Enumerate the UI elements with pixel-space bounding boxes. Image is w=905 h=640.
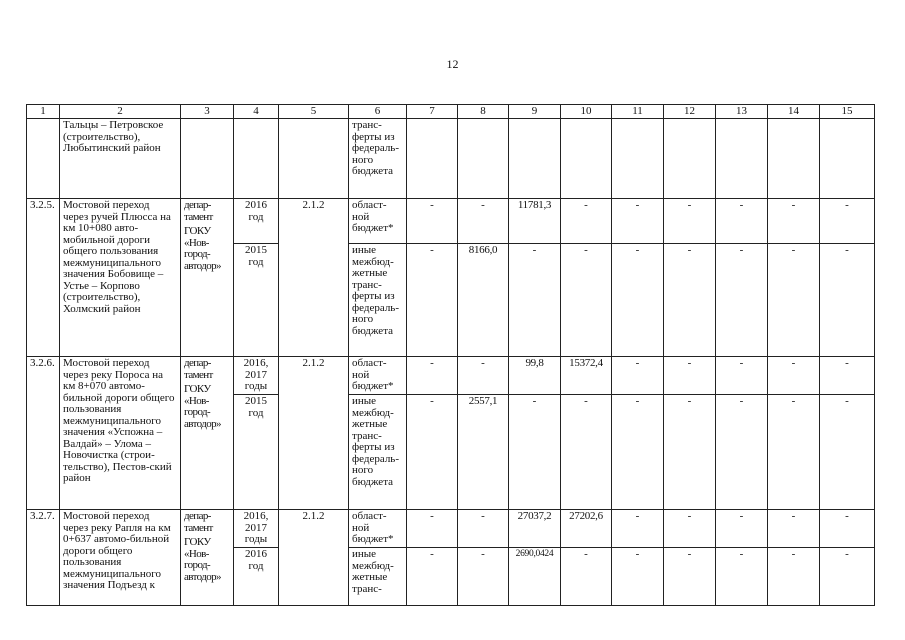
table-row xyxy=(27,510,875,548)
cell-value: - xyxy=(407,395,458,510)
cell-value: - xyxy=(716,395,768,510)
cell-num xyxy=(27,119,60,199)
cell-value: - xyxy=(407,244,458,357)
col-header: 6 xyxy=(349,105,407,119)
cell-value: - xyxy=(768,244,820,357)
cell-value: 99,8 xyxy=(509,357,561,395)
cell-value: - xyxy=(664,510,716,548)
cell-value: - xyxy=(458,199,509,244)
col-header: 15 xyxy=(820,105,875,119)
cell-value: 11781,3 xyxy=(509,199,561,244)
cell-value: - xyxy=(664,357,716,395)
cell-value: - xyxy=(768,548,820,606)
executor-department: депар-тамент xyxy=(184,510,213,534)
item-name: Мостовой переход через ручей Плюсса на км 10+080 авто-мобильной дороги общего пользования межмуниципального значения Бобовище – Устье – Корпово (строительство), Холмский район xyxy=(60,199,181,357)
cell-value: - xyxy=(407,510,458,548)
cell-source: транс-ферты из федераль-ного бюджета xyxy=(349,119,407,199)
cell-years: 2016, 2017 годы xyxy=(234,357,279,395)
cell-value: - xyxy=(612,199,664,244)
cell-value: 8166,0 xyxy=(458,244,509,357)
cell-value: - xyxy=(664,548,716,606)
item-executor xyxy=(181,199,234,357)
cell-executor xyxy=(181,119,234,199)
cell-value: - xyxy=(716,510,768,548)
col-header: 7 xyxy=(407,105,458,119)
col-header: 10 xyxy=(561,105,612,119)
executor-department: депар-тамент xyxy=(184,199,213,223)
cell-years: 2016 год xyxy=(234,548,279,606)
cell-value: 2690,0424 xyxy=(509,548,561,606)
item-number: 3.2.7. xyxy=(27,510,60,606)
continuation-row xyxy=(27,119,875,199)
cell-years: 2016 год xyxy=(234,199,279,244)
cell-years: 2016, 2017 годы xyxy=(234,510,279,548)
executor-department: депар-тамент xyxy=(184,357,213,381)
cell-value: 2557,1 xyxy=(458,395,509,510)
col-header: 9 xyxy=(509,105,561,119)
col-header: 11 xyxy=(612,105,664,119)
cell-source: област-ной бюджет* xyxy=(349,510,407,548)
cell-value: - xyxy=(664,244,716,357)
col-header: 12 xyxy=(664,105,716,119)
item-code: 2.1.2 xyxy=(279,199,349,357)
cell-value xyxy=(768,119,820,199)
cell-value xyxy=(820,119,875,199)
cell-value: - xyxy=(716,548,768,606)
executor-goku: ГОКУ «Нов-город-автодор» xyxy=(184,383,221,430)
cell-value: - xyxy=(458,357,509,395)
cell-value: - xyxy=(561,548,612,606)
cell-value: - xyxy=(561,395,612,510)
cell-value: - xyxy=(664,395,716,510)
cell-value xyxy=(664,119,716,199)
cell-source: област-ной бюджет* xyxy=(349,357,407,395)
program-table xyxy=(26,104,875,606)
cell-value: - xyxy=(768,395,820,510)
cell-value: - xyxy=(407,199,458,244)
col-header: 5 xyxy=(279,105,349,119)
cell-value: 27202,6 xyxy=(561,510,612,548)
cell-value: - xyxy=(768,199,820,244)
cell-value: - xyxy=(458,510,509,548)
col-header: 2 xyxy=(60,105,181,119)
cell-value: - xyxy=(458,548,509,606)
cell-value: - xyxy=(820,357,875,395)
cell-years: 2015 год xyxy=(234,244,279,357)
item-number: 3.2.5. xyxy=(27,199,60,357)
column-number-row xyxy=(27,105,875,119)
cell-value: - xyxy=(509,244,561,357)
cell-value: - xyxy=(716,199,768,244)
cell-value: 15372,4 xyxy=(561,357,612,395)
cell-value: - xyxy=(768,357,820,395)
cell-value: - xyxy=(612,244,664,357)
cell-source: иные межбюд-жетные транс-ферты из федераль-ного бюджета xyxy=(349,395,407,510)
cell-value: - xyxy=(612,510,664,548)
table-row xyxy=(27,357,875,395)
cell-value: - xyxy=(820,548,875,606)
cell-value xyxy=(509,119,561,199)
cell-value: - xyxy=(407,548,458,606)
item-number: 3.2.6. xyxy=(27,357,60,510)
cell-value: - xyxy=(509,395,561,510)
executor-goku: ГОКУ «Нов-город-автодор» xyxy=(184,225,221,272)
cell-value xyxy=(716,119,768,199)
cell-years: 2015 год xyxy=(234,395,279,510)
cell-value: - xyxy=(820,395,875,510)
cell-value: - xyxy=(612,548,664,606)
cell-value: - xyxy=(561,199,612,244)
cell-years xyxy=(234,119,279,199)
col-header: 4 xyxy=(234,105,279,119)
col-header: 14 xyxy=(768,105,820,119)
table-row xyxy=(27,199,875,244)
item-executor xyxy=(181,510,234,606)
item-name: Мостовой переход через реку Пороса на км 8+070 автомо-бильной дороги общего пользования межмуниципального значения «Успожна – Валдай» – Улома – Новочистка (строи-тельство), Пестов-ский район xyxy=(60,357,181,510)
cell-code xyxy=(279,119,349,199)
executor-goku: ГОКУ «Нов-город-автодор» xyxy=(184,536,221,583)
cell-value: - xyxy=(612,395,664,510)
cell-value xyxy=(458,119,509,199)
cell-source: иные межбюд-жетные транс-ферты из федераль-ного бюджета xyxy=(349,244,407,357)
col-header: 1 xyxy=(27,105,60,119)
cell-name: Тальцы – Петровское (строительство), Любытинский район xyxy=(60,119,181,199)
cell-value: - xyxy=(664,199,716,244)
cell-value: - xyxy=(612,357,664,395)
item-code: 2.1.2 xyxy=(279,510,349,606)
cell-value: - xyxy=(768,510,820,548)
cell-value xyxy=(407,119,458,199)
cell-source: иные межбюд-жетные транс- xyxy=(349,548,407,606)
page-number: 12 xyxy=(446,57,459,71)
cell-value: - xyxy=(820,510,875,548)
cell-value: - xyxy=(820,244,875,357)
col-header: 3 xyxy=(181,105,234,119)
col-header: 13 xyxy=(716,105,768,119)
cell-value xyxy=(612,119,664,199)
item-code: 2.1.2 xyxy=(279,357,349,510)
cell-value: - xyxy=(716,244,768,357)
col-header: 8 xyxy=(458,105,509,119)
cell-value: - xyxy=(407,357,458,395)
cell-value: - xyxy=(716,357,768,395)
cell-value xyxy=(561,119,612,199)
item-executor xyxy=(181,357,234,510)
cell-value: - xyxy=(820,199,875,244)
cell-value: - xyxy=(561,244,612,357)
item-name: Мостовой переход через реку Рапля на км 0+637 автомо-бильной дороги общего пользования межмуниципального значения Подъезд к xyxy=(60,510,181,606)
cell-source: област-ной бюджет* xyxy=(349,199,407,244)
cell-value: 27037,2 xyxy=(509,510,561,548)
